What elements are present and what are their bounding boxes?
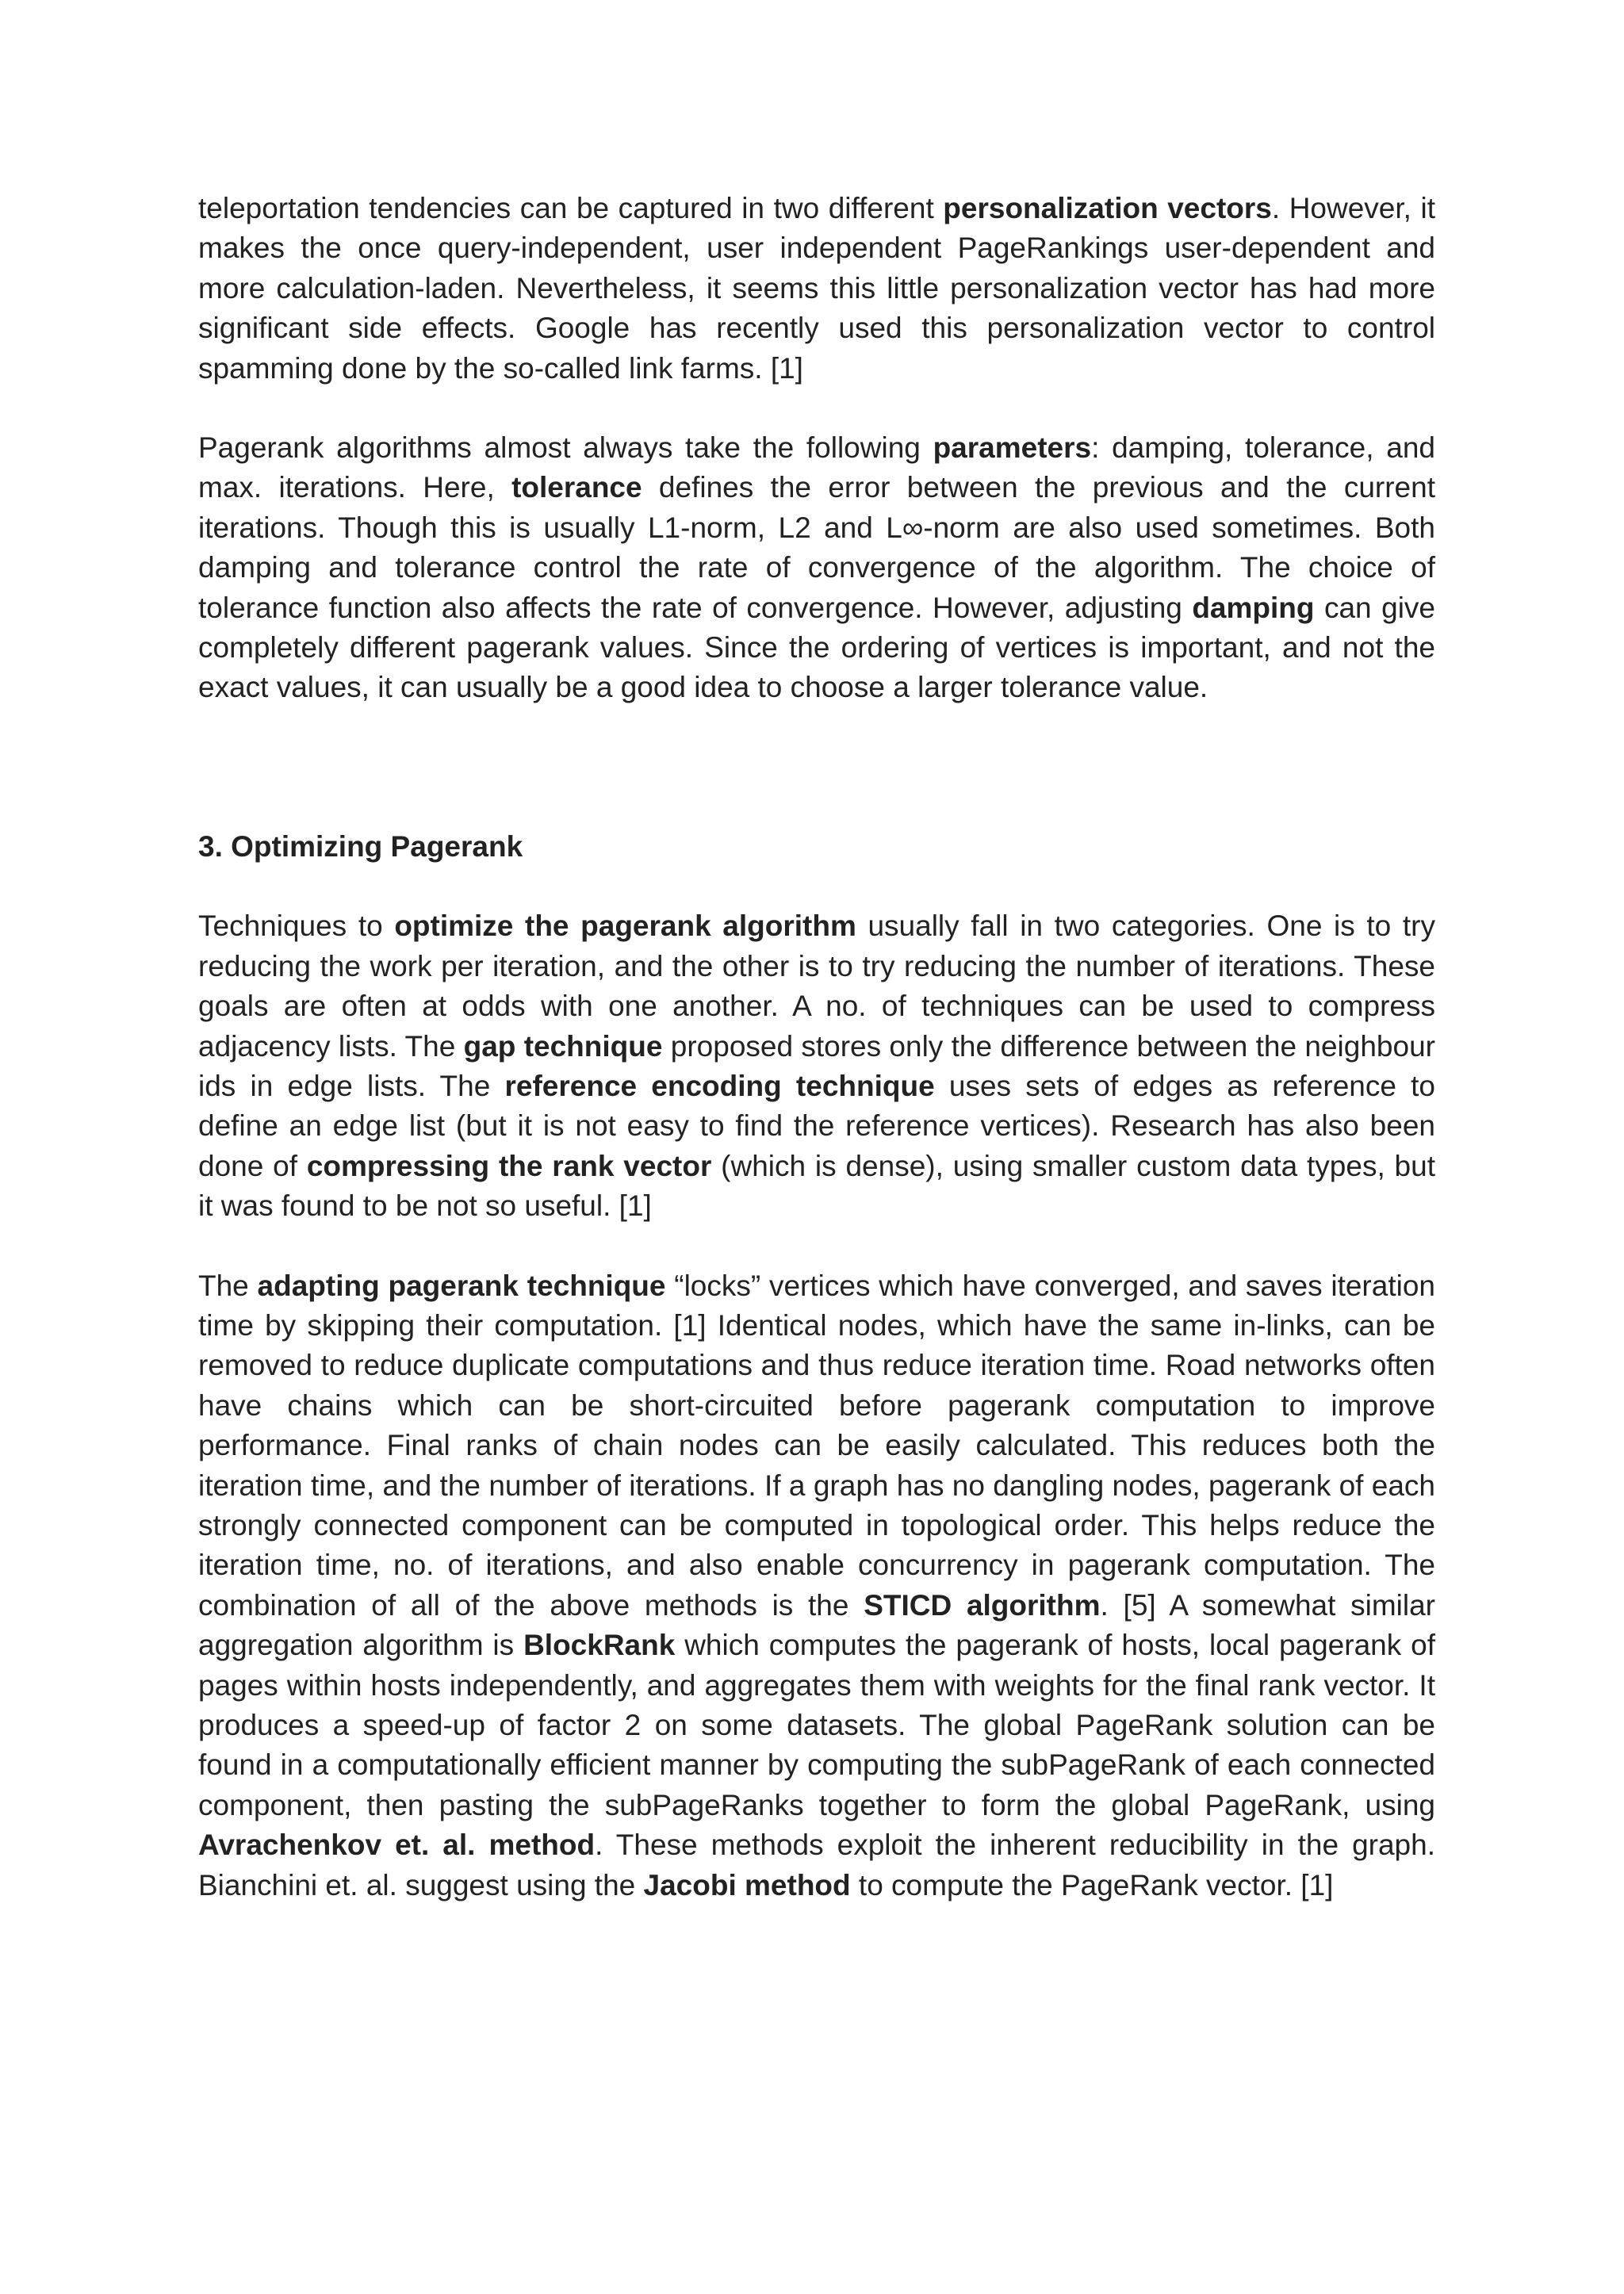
- document-body: [198, 189, 1435, 1905]
- text-span: uses sets of edges as reference to define an edge list (but it is not easy to find the reference vertices). Research has also been done of: [198, 1069, 1435, 1182]
- bold-term-avrachenkov-method: Avrachenkov et. al. method: [198, 1829, 596, 1862]
- text-span: (which is dense), using smaller custom data types, but it was found to be not so useful. [1]: [198, 1149, 1435, 1223]
- bold-term-reference-encoding: reference encoding technique: [504, 1069, 935, 1102]
- text-span: : damping, tolerance, and max. iterations. Here,: [198, 431, 1435, 504]
- paragraph-parameters: [198, 428, 1435, 708]
- bold-term-adapting-pagerank: adapting pagerank technique: [257, 1269, 666, 1302]
- bold-term-blockrank: BlockRank: [523, 1629, 676, 1662]
- text-span: “locks” vertices which have converged, and saves iteration time by skipping their computation. [1] Identical nodes, which have the same in-links, can be removed to reduce duplicate computations and thus reduce iteration time. Road networks often have chains which can be short-circuited before pagerank computation to improve performance. Final ranks of chain nodes can be easily calculated. This reduces both the iteration time, and the number of iterations. If a graph has no dangling nodes, pagerank of each strongly connected component can be computed in topological order. This helps reduce the iteration time, no. of iterations, and also enable concurrency in pagerank computation. The combination of all of the above methods is the: [198, 1269, 1435, 1622]
- text-span: defines the error between the previous and the current iterations. Though this is usually L1-norm, L2 and L∞-norm are also used sometimes. Both damping and tolerance control the rate of convergence of the algorithm. The choice of tolerance function also affects the rate of convergence. However, adjusting: [198, 471, 1435, 624]
- bold-term-tolerance: tolerance: [511, 471, 642, 504]
- section-heading: 3. Optimizing Pagerank: [198, 829, 523, 863]
- paragraph-adapting-pagerank: [198, 1266, 1435, 1906]
- text-span: . These methods exploit the inherent reducibility in the graph. Bianchini et. al. suggest using the: [198, 1829, 1435, 1901]
- text-span: Techniques to: [198, 910, 395, 943]
- text-span: proposed stores only the difference between the neighbour ids in edge lists. The: [198, 1029, 1435, 1102]
- bold-term-sticd-algorithm: STICD algorithm: [864, 1588, 1101, 1622]
- bold-term-personalization-vectors: personalization vectors: [943, 192, 1272, 224]
- text-span: which computes the pagerank of hosts, local pagerank of pages within hosts independently, and aggregates them with weights for the final rank vector. It produces a speed-up of factor 2 on some datasets. The global PageRank solution can be found in a computationally efficient manner by computing the subPageRank of each connected component, then pasting the subPageRanks together to form the global PageRank, using: [198, 1629, 1435, 1821]
- paragraph-optimization-techniques: [198, 906, 1435, 1226]
- paragraph-spacer: [198, 389, 1435, 428]
- bold-term-jacobi-method: Jacobi method: [643, 1868, 851, 1901]
- text-span: can give completely different pagerank values. Since the ordering of vertices is important, and not the exact values, it can usually be a good idea to choose a larger tolerance value.: [198, 591, 1435, 704]
- text-span: Pagerank algorithms almost always take the following: [198, 431, 933, 465]
- bold-term-optimize-pagerank: optimize the pagerank algorithm: [394, 910, 856, 943]
- section-spacer: [198, 708, 1435, 827]
- paragraph-spacer: [198, 867, 1435, 906]
- paragraph-personalization: [198, 189, 1435, 389]
- text-span: teleportation tendencies can be captured in two different: [198, 192, 944, 224]
- bold-term-compressing-rank-vector: compressing the rank vector: [306, 1149, 712, 1182]
- text-span: . [5] A somewhat similar aggregation algorithm is: [198, 1588, 1435, 1662]
- text-span: . However, it makes the once query-independent, user independent PageRankings user-dependent and more calculation-laden. Nevertheless, it seems this little personalization vector has had more significant side effects. Google has recently used this personalization vector to control spamming done by the so-called link farms. [1]: [198, 192, 1436, 385]
- text-span: usually fall in two categories. One is to try reducing the work per iteration, and the other is to try reducing the number of iterations. These goals are often at odds with one another. A no. of techniques can be used to compress adjacency lists. The: [198, 910, 1435, 1063]
- text-span: to compute the PageRank vector. [1]: [850, 1868, 1334, 1901]
- bold-term-gap-technique: gap technique: [463, 1029, 663, 1063]
- bold-term-parameters: parameters: [933, 431, 1092, 465]
- bold-term-damping: damping: [1192, 591, 1315, 624]
- paragraph-spacer: [198, 1227, 1435, 1266]
- text-span: The: [198, 1269, 258, 1302]
